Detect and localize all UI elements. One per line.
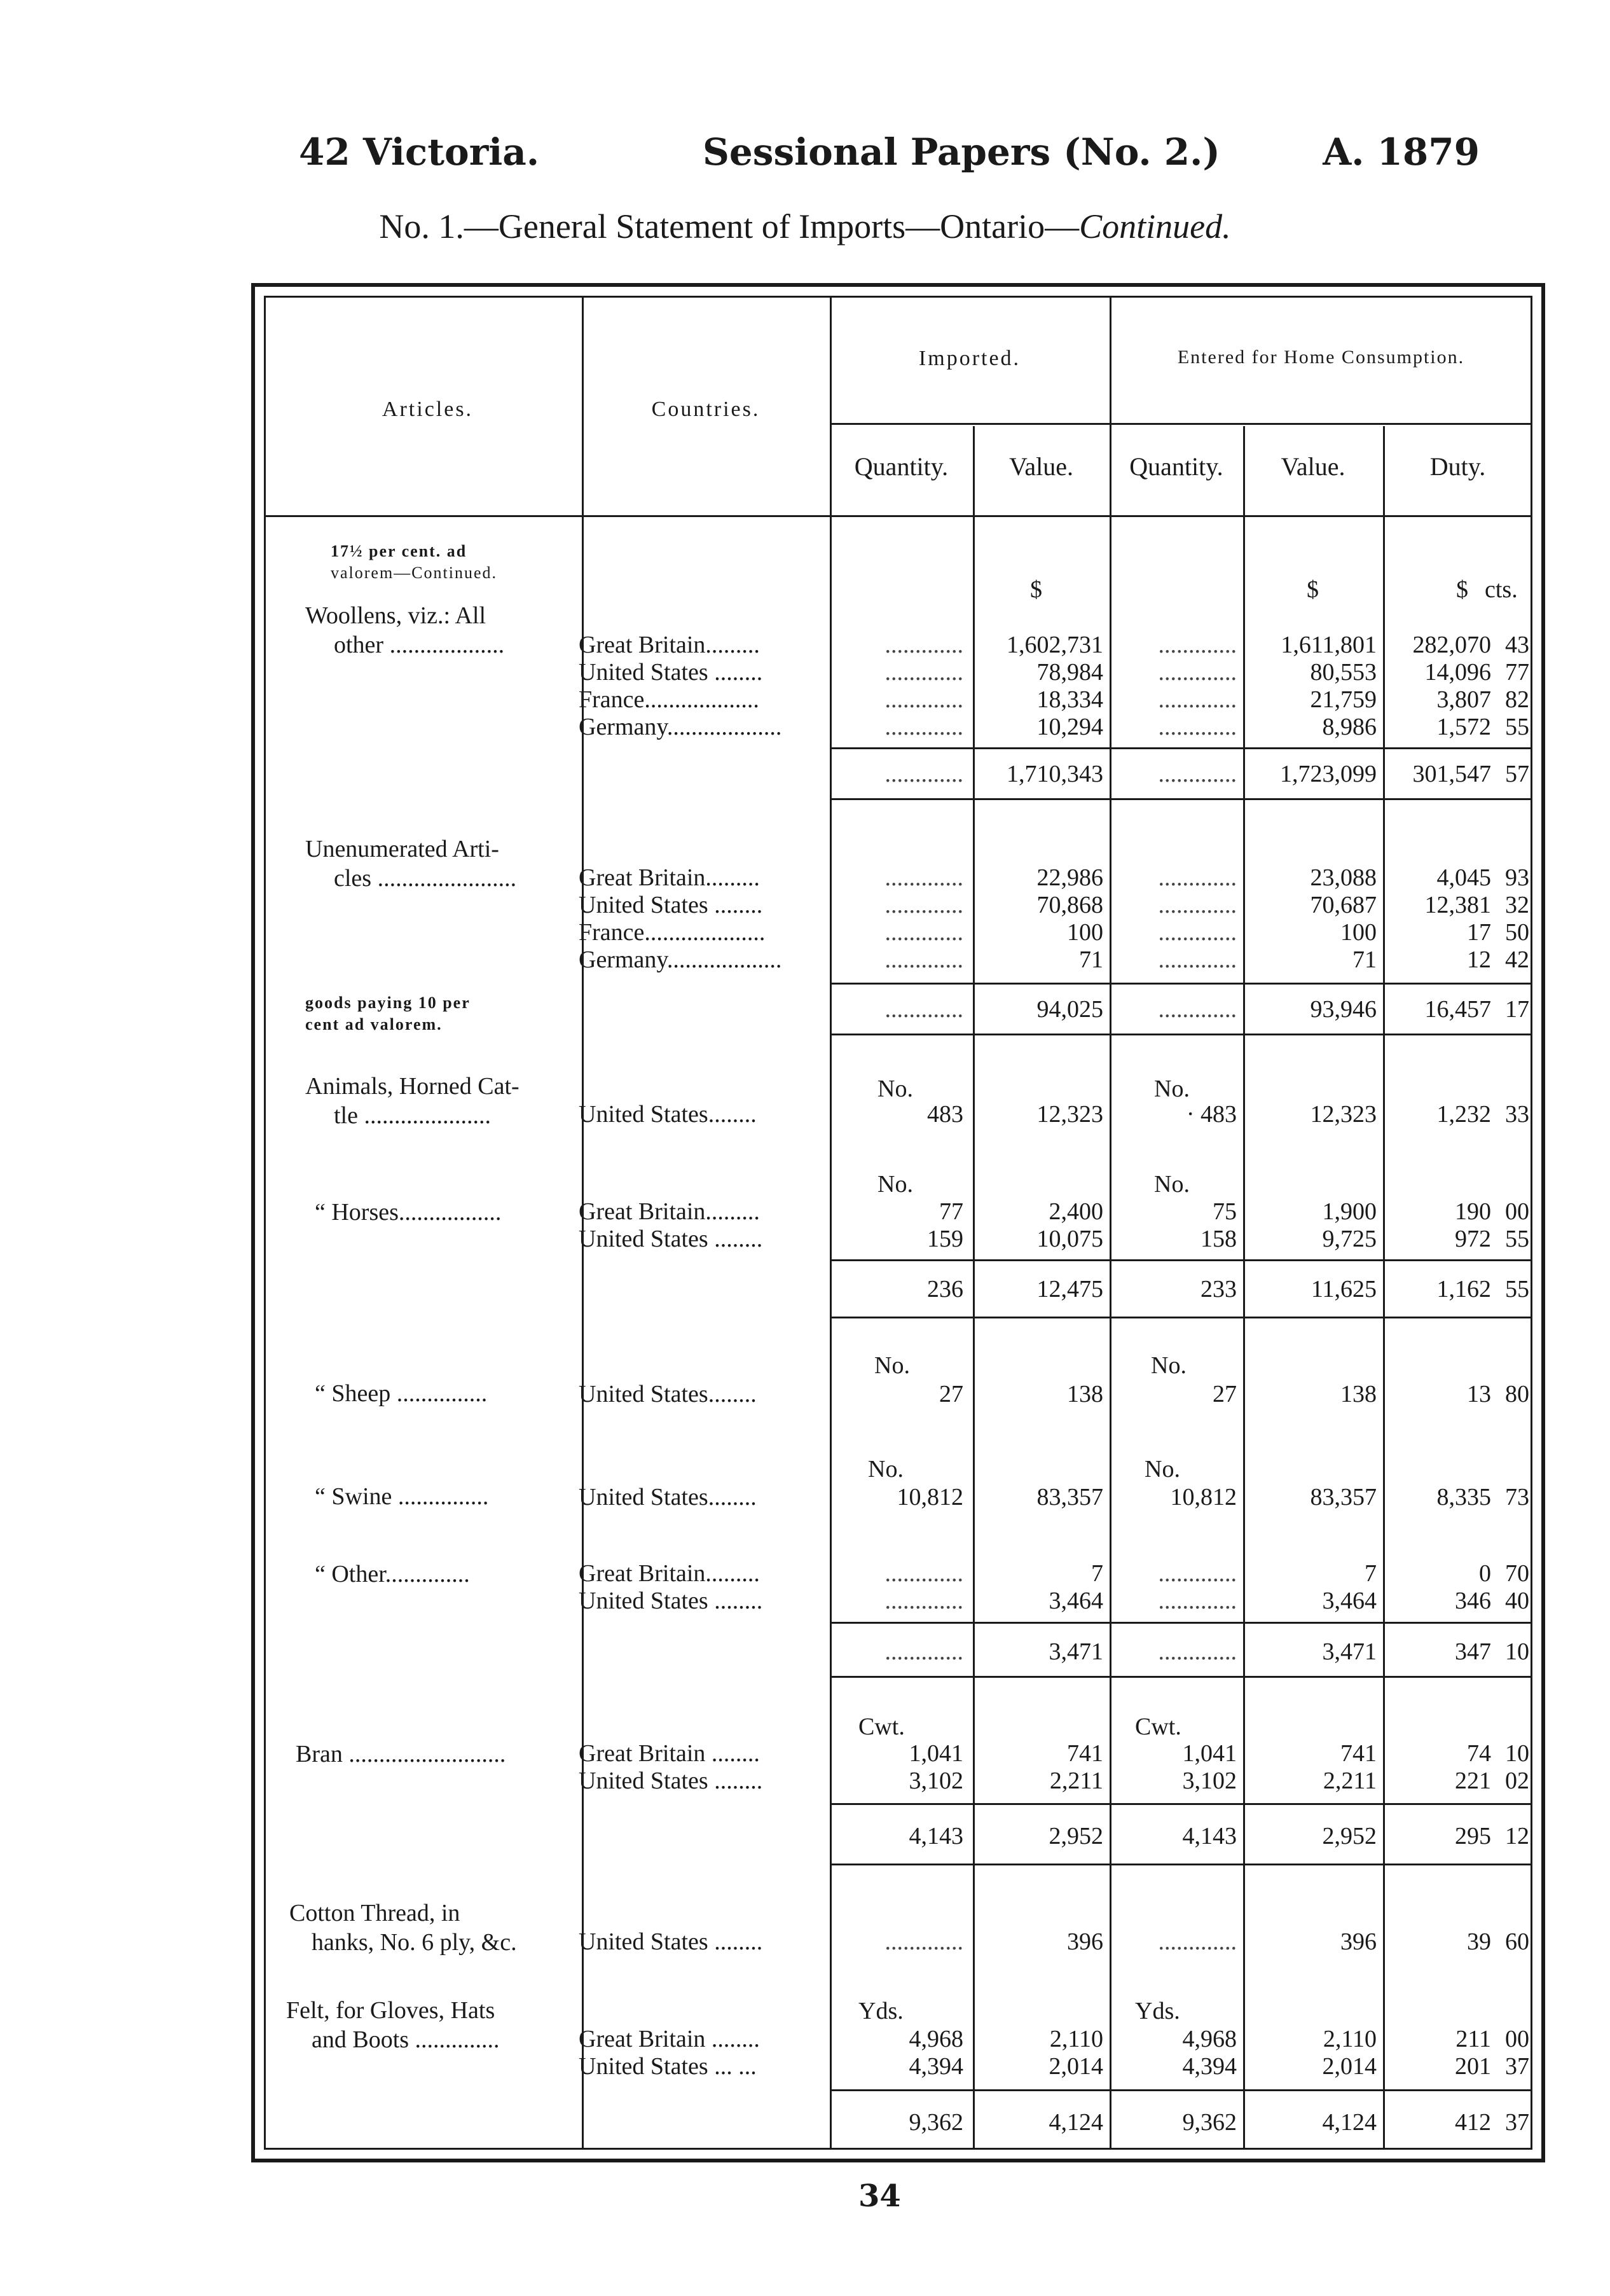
table-row [0, 1483, 1610, 1512]
value-imported-cell: 12,323 [1036, 1101, 1103, 1128]
article-woollens-line2: other ................... [334, 632, 505, 658]
duty-cents-total: 37 [1505, 2109, 1529, 2136]
quantity-imported-cell: ............. [884, 919, 963, 946]
table-row [0, 631, 1610, 660]
value-entered-total: 1,723,099 [1280, 761, 1377, 787]
quantity-imported-cell: ............. [884, 714, 963, 740]
value-imported-cell: 2,211 [1049, 1767, 1103, 1794]
duty-dollars-total: 347 [1455, 1638, 1491, 1665]
article-swine: “ Swine ............... [315, 1483, 489, 1510]
total-row [0, 1275, 1610, 1304]
duty-dollars-cell: 14,096 [1424, 659, 1491, 686]
quantity-entered-cell: 27 [1213, 1381, 1237, 1407]
duty-cents-cell: 43 [1505, 632, 1529, 658]
table-row [0, 1587, 1610, 1616]
section-heading-17-5-line1: 17½ per cent. ad [331, 542, 467, 560]
duty-dollars-cell: 12,381 [1424, 892, 1491, 918]
unit-yds-imported: Yds. [858, 1998, 904, 2024]
duty-cents-cell: 37 [1505, 2053, 1529, 2080]
value-imported-cell: 3,464 [1049, 1587, 1103, 1614]
duty-dollars-total: 1,162 [1436, 1276, 1491, 1303]
table-row [0, 686, 1610, 715]
value-entered-cell: 1,900 [1322, 1198, 1377, 1225]
value-entered-total: 4,124 [1322, 2109, 1377, 2136]
value-imported-cell: 138 [1067, 1381, 1103, 1407]
duty-cents-cell: 70 [1505, 1560, 1529, 1587]
unit-no-imported: No. [868, 1456, 904, 1483]
duty-dollars-cell: 282,070 [1412, 632, 1491, 658]
col-header-entered: Entered for Home Consumption. [1177, 347, 1465, 368]
quantity-imported-total: 4,143 [909, 1823, 963, 1850]
total-row [0, 760, 1610, 789]
article-felt-line1: Felt, for Gloves, Hats [286, 1997, 495, 2024]
quantity-imported-cell: ............. [884, 632, 963, 658]
country-cell: France................... [579, 686, 759, 713]
value-entered-cell: 396 [1340, 1928, 1377, 1955]
article-cotton-thread-line2: hanks, No. 6 ply, &c. [312, 1929, 517, 1956]
col-header-articles: Articles. [382, 398, 474, 421]
article-woollens-line1: Woollens, viz.: All [305, 602, 486, 629]
duty-dollars-cell: 346 [1455, 1587, 1491, 1614]
duty-cents-cell: 73 [1505, 1484, 1529, 1511]
country-cell: Great Britain ........ [579, 1740, 760, 1767]
value-entered-cell: 21,759 [1310, 686, 1377, 713]
country-cell: United States ........ [579, 892, 763, 918]
duty-cents-cell: 55 [1505, 714, 1529, 740]
header-center: Sessional Papers (No. 2.) [703, 130, 1220, 174]
duty-dollars-cell: 39 [1467, 1928, 1491, 1955]
unit-no-imported: No. [877, 1171, 913, 1198]
quantity-imported-cell: ............. [884, 1587, 963, 1614]
value-entered-cell: 2,014 [1322, 2053, 1377, 2080]
duty-dollars-cell: 13 [1467, 1381, 1491, 1407]
table-row [0, 2025, 1610, 2054]
total-rule-top [830, 747, 1532, 749]
table-row [0, 864, 1610, 893]
total-row [0, 1638, 1610, 1667]
statement-title [0, 207, 1610, 246]
value-entered-cell: 2,211 [1323, 1767, 1377, 1794]
duty-dollars-total: 295 [1455, 1823, 1491, 1850]
country-cell: Great Britain......... [579, 632, 760, 658]
quantity-entered-total: 233 [1201, 1276, 1237, 1303]
value-entered-cell: 8,986 [1322, 714, 1377, 740]
duty-dollars-cell: 1,572 [1436, 714, 1491, 740]
article-horned-cattle-line1: Animals, Horned Cat- [305, 1073, 519, 1100]
value-entered-cell: 1,611,801 [1281, 632, 1377, 658]
quantity-entered-cell: 10,812 [1170, 1484, 1237, 1511]
quantity-imported-total: 9,362 [909, 2109, 963, 2136]
value-imported-cell: 100 [1067, 919, 1103, 946]
total-rule-bottom [830, 798, 1532, 800]
value-entered-cell: 71 [1352, 946, 1377, 973]
value-imported-total: 2,952 [1049, 1823, 1103, 1850]
total-rule-bottom [830, 1676, 1532, 1678]
value-entered-total: 3,471 [1322, 1638, 1377, 1665]
quantity-imported-total: 236 [927, 1276, 963, 1303]
duty-cents-total: 12 [1505, 1823, 1529, 1850]
country-cell: United States ........ [579, 1928, 763, 1955]
country-cell: United States ........ [579, 1587, 763, 1614]
quantity-entered-cell: ............. [1158, 946, 1237, 973]
value-imported-cell: 78,984 [1036, 659, 1103, 686]
quantity-imported-cell: ............. [884, 761, 963, 787]
unit-dollar-entered: $ [1307, 576, 1319, 603]
quantity-entered-cell: 4,968 [1182, 2026, 1237, 2052]
total-rule-top [830, 1622, 1532, 1624]
quantity-entered-cell: ............. [1158, 892, 1237, 918]
article-unenumerated-line2: cles ....................... [334, 865, 517, 892]
quantity-entered-cell: ............. [1158, 632, 1237, 658]
table-row [0, 658, 1610, 688]
statement-title-main: No. 1.—General Statement of Imports—Ontario— [379, 207, 1080, 246]
col-header-quantity-entered: Quantity. [1129, 452, 1223, 481]
statement-title-continued: Continued. [1079, 207, 1231, 246]
quantity-imported-cell: ............. [884, 659, 963, 686]
duty-dollars-cell: 4,045 [1436, 864, 1491, 891]
unit-dollar-imported: $ [1030, 576, 1042, 603]
quantity-entered-cell: ............. [1158, 686, 1237, 713]
total-rule-bottom [830, 1317, 1532, 1318]
duty-dollars-total: 301,547 [1412, 761, 1491, 787]
unit-cents-duty: cts. [1485, 576, 1518, 603]
quantity-entered-cell: 75 [1213, 1198, 1237, 1225]
unit-cwt-entered: Cwt. [1135, 1713, 1181, 1740]
country-cell: United States ........ [579, 1226, 763, 1252]
table-row [0, 2052, 1610, 2082]
table-row [0, 1928, 1610, 1957]
quantity-imported-cell: 4,394 [909, 2053, 963, 2080]
quantity-imported-cell: 159 [927, 1226, 963, 1252]
duty-cents-cell: 77 [1505, 659, 1529, 686]
unit-yds-entered: Yds. [1135, 1998, 1180, 2024]
table-row [0, 946, 1610, 975]
duty-cents-cell: 00 [1505, 2026, 1529, 2052]
value-imported-cell: 2,110 [1049, 2026, 1103, 2052]
country-cell: Germany................... [579, 714, 782, 740]
duty-cents-cell: 10 [1505, 1740, 1529, 1767]
quantity-imported-cell: ............. [884, 1638, 963, 1665]
value-imported-cell: 396 [1067, 1928, 1103, 1955]
total-rule-top [830, 1259, 1532, 1261]
value-imported-cell: 70,868 [1036, 892, 1103, 918]
total-row [0, 995, 1610, 1025]
country-cell: United States ........ [579, 659, 763, 686]
table-row [0, 1198, 1610, 1227]
quantity-entered-cell: ............. [1158, 659, 1237, 686]
value-imported-cell: 10,075 [1036, 1226, 1103, 1252]
quantity-entered-cell: · 483 [1186, 1101, 1237, 1128]
unit-no-entered: No. [1154, 1171, 1190, 1198]
quantity-imported-cell: 27 [939, 1381, 963, 1407]
value-entered-cell: 138 [1340, 1381, 1377, 1407]
total-rule-bottom [830, 1034, 1532, 1035]
header-right: A. 1879 [1323, 130, 1480, 174]
quantity-entered-cell: 3,102 [1182, 1767, 1237, 1794]
value-imported-cell: 741 [1067, 1740, 1103, 1767]
unit-no-imported: No. [874, 1352, 910, 1379]
duty-dollars-cell: 8,335 [1436, 1484, 1491, 1511]
unit-dollar-duty: $ [1456, 576, 1468, 603]
quantity-entered-cell: ............. [1158, 714, 1237, 740]
value-imported-cell: 18,334 [1036, 686, 1103, 713]
quantity-imported-cell: ............. [884, 1560, 963, 1587]
value-entered-total: 11,625 [1311, 1276, 1377, 1303]
value-imported-cell: 2,014 [1049, 2053, 1103, 2080]
unit-no-entered: No. [1145, 1456, 1180, 1483]
duty-dollars-cell: 17 [1467, 919, 1491, 946]
table-row [0, 1100, 1610, 1130]
header-rule-groups [830, 423, 1532, 425]
total-rule-top [830, 983, 1532, 985]
value-entered-cell: 2,110 [1323, 2026, 1377, 2052]
country-cell: United States........ [579, 1101, 757, 1128]
value-imported-cell: 1,602,731 [1007, 632, 1103, 658]
value-imported-total: 4,124 [1049, 2109, 1103, 2136]
section-heading-10-line2: cent ad valorem. [305, 1015, 443, 1034]
unit-cwt-imported: Cwt. [858, 1713, 905, 1740]
duty-dollars-cell: 1,232 [1436, 1101, 1491, 1128]
quantity-imported-cell: 1,041 [909, 1740, 963, 1767]
quantity-entered-cell: ............. [1158, 761, 1237, 787]
value-imported-total: 3,471 [1049, 1638, 1103, 1665]
quantity-entered-cell: ............. [1158, 864, 1237, 891]
total-rule-top [830, 1803, 1532, 1805]
value-imported-total: 1,710,343 [1007, 761, 1103, 787]
header-rule-bottom [264, 515, 1532, 517]
article-felt-line2: and Boots .............. [312, 2026, 500, 2053]
country-cell: Germany................... [579, 946, 782, 973]
value-imported-total: 12,475 [1036, 1276, 1103, 1303]
quantity-imported-cell: 483 [927, 1101, 963, 1128]
unit-no-entered: No. [1154, 1075, 1190, 1102]
quantity-entered-cell: ............. [1158, 919, 1237, 946]
article-cotton-thread-line1: Cotton Thread, in [289, 1900, 460, 1926]
duty-cents-cell: 60 [1505, 1928, 1529, 1955]
col-header-imported: Imported. [918, 347, 1021, 370]
quantity-entered-cell: ............. [1158, 996, 1237, 1023]
col-header-duty: Duty. [1429, 452, 1486, 481]
value-imported-cell: 71 [1079, 946, 1103, 973]
article-unenumerated-line1: Unenumerated Arti- [305, 836, 499, 862]
value-imported-cell: 22,986 [1036, 864, 1103, 891]
total-row [0, 2108, 1610, 2138]
quantity-entered-cell: ............. [1158, 1638, 1237, 1665]
quantity-imported-cell: 77 [939, 1198, 963, 1225]
article-horses: “ Horses................. [315, 1199, 502, 1226]
value-entered-cell: 83,357 [1310, 1484, 1377, 1511]
quantity-imported-cell: ............. [884, 864, 963, 891]
quantity-entered-cell: 1,041 [1182, 1740, 1237, 1767]
section-heading-17-5 [331, 541, 497, 584]
value-entered-cell: 70,687 [1310, 892, 1377, 918]
country-cell: Great Britain ........ [579, 2026, 760, 2052]
article-bran: Bran .......................... [296, 1741, 506, 1767]
value-entered-total: 93,946 [1310, 996, 1377, 1023]
duty-cents-cell: 33 [1505, 1101, 1529, 1128]
quantity-entered-cell: 4,394 [1182, 2053, 1237, 2080]
col-header-countries: Countries. [651, 398, 760, 421]
duty-dollars-total: 16,457 [1424, 996, 1491, 1023]
duty-cents-total: 55 [1505, 1276, 1529, 1303]
duty-cents-cell: 02 [1505, 1767, 1529, 1794]
country-cell: United States........ [579, 1381, 757, 1407]
duty-cents-cell: 55 [1505, 1226, 1529, 1252]
quantity-imported-cell: 4,968 [909, 2026, 963, 2052]
total-rule-bottom [830, 1864, 1532, 1865]
country-cell: United States........ [579, 1484, 757, 1511]
duty-cents-cell: 80 [1505, 1381, 1529, 1407]
quantity-imported-cell: 10,812 [897, 1484, 963, 1511]
value-entered-cell: 100 [1340, 919, 1377, 946]
quantity-imported-cell: ............. [884, 946, 963, 973]
value-imported-cell: 2,400 [1049, 1198, 1103, 1225]
col-header-quantity-imported: Quantity. [854, 452, 949, 481]
header-left: 42 Victoria. [299, 130, 540, 174]
duty-cents-cell: 93 [1505, 864, 1529, 891]
table-row [0, 1739, 1610, 1769]
duty-cents-cell: 42 [1505, 946, 1529, 973]
section-heading-17-5-line2: valorem—Continued. [331, 564, 498, 582]
quantity-entered-cell: ............. [1158, 1928, 1237, 1955]
table-row [0, 1225, 1610, 1254]
quantity-imported-cell: ............. [884, 892, 963, 918]
duty-cents-total: 17 [1505, 996, 1529, 1023]
duty-cents-total: 10 [1505, 1638, 1529, 1665]
value-imported-cell: 10,294 [1036, 714, 1103, 740]
quantity-imported-cell: ............. [884, 996, 963, 1023]
country-cell: United States ........ [579, 1767, 763, 1794]
table-row [0, 1380, 1610, 1409]
country-cell: Great Britain......... [579, 864, 760, 891]
value-entered-cell: 9,725 [1322, 1226, 1377, 1252]
country-cell: France.................... [579, 919, 766, 946]
duty-dollars-total: 412 [1455, 2109, 1491, 2136]
country-cell: United States ... ... [579, 2053, 757, 2080]
table-row [0, 1767, 1610, 1796]
page-number: 34 [858, 2178, 901, 2214]
duty-cents-total: 57 [1505, 761, 1529, 787]
value-entered-cell: 12,323 [1310, 1101, 1377, 1128]
duty-dollars-cell: 190 [1455, 1198, 1491, 1225]
duty-dollars-cell: 221 [1455, 1767, 1491, 1794]
unit-no-imported: No. [877, 1075, 913, 1102]
value-entered-total: 2,952 [1322, 1823, 1377, 1850]
unit-no-entered: No. [1151, 1352, 1187, 1379]
duty-cents-cell: 40 [1505, 1587, 1529, 1614]
table-row [0, 918, 1610, 948]
quantity-imported-cell: 3,102 [909, 1767, 963, 1794]
total-row [0, 1822, 1610, 1851]
duty-cents-cell: 00 [1505, 1198, 1529, 1225]
country-cell: Great Britain......... [579, 1198, 760, 1225]
duty-dollars-cell: 0 [1479, 1560, 1491, 1587]
duty-cents-cell: 50 [1505, 919, 1529, 946]
article-horned-cattle-line2: tle ..................... [334, 1102, 491, 1129]
col-header-value-imported: Value. [1008, 452, 1074, 481]
quantity-entered-total: 9,362 [1182, 2109, 1237, 2136]
section-heading-10-line1: goods paying 10 per [305, 993, 471, 1012]
quantity-entered-cell: 158 [1201, 1226, 1237, 1252]
table-row [0, 713, 1610, 742]
duty-dollars-cell: 211 [1455, 2026, 1491, 2052]
country-cell: Great Britain......... [579, 1560, 760, 1587]
value-entered-cell: 80,553 [1310, 659, 1377, 686]
table-row [0, 891, 1610, 920]
duty-dollars-cell: 201 [1455, 2053, 1491, 2080]
value-entered-cell: 3,464 [1322, 1587, 1377, 1614]
quantity-entered-cell: ............. [1158, 1587, 1237, 1614]
article-other-animals: “ Other.............. [315, 1561, 470, 1587]
value-imported-cell: 7 [1091, 1560, 1103, 1587]
duty-dollars-cell: 3,807 [1436, 686, 1491, 713]
duty-dollars-cell: 74 [1467, 1740, 1491, 1767]
article-sheep: “ Sheep ............... [315, 1380, 488, 1407]
quantity-imported-cell: ............. [884, 686, 963, 713]
quantity-entered-total: 4,143 [1182, 1823, 1237, 1850]
value-imported-cell: 83,357 [1036, 1484, 1103, 1511]
duty-dollars-cell: 972 [1455, 1226, 1491, 1252]
duty-cents-cell: 32 [1505, 892, 1529, 918]
value-entered-cell: 741 [1340, 1740, 1377, 1767]
value-entered-cell: 23,088 [1310, 864, 1377, 891]
duty-dollars-cell: 12 [1467, 946, 1491, 973]
col-header-value-entered: Value. [1281, 452, 1345, 481]
total-rule-top [830, 2089, 1532, 2091]
value-entered-cell: 7 [1365, 1560, 1377, 1587]
quantity-entered-cell: ............. [1158, 1560, 1237, 1587]
value-imported-total: 94,025 [1036, 996, 1103, 1023]
quantity-imported-cell: ............. [884, 1928, 963, 1955]
duty-cents-cell: 82 [1505, 686, 1529, 713]
table-row [0, 1559, 1610, 1589]
